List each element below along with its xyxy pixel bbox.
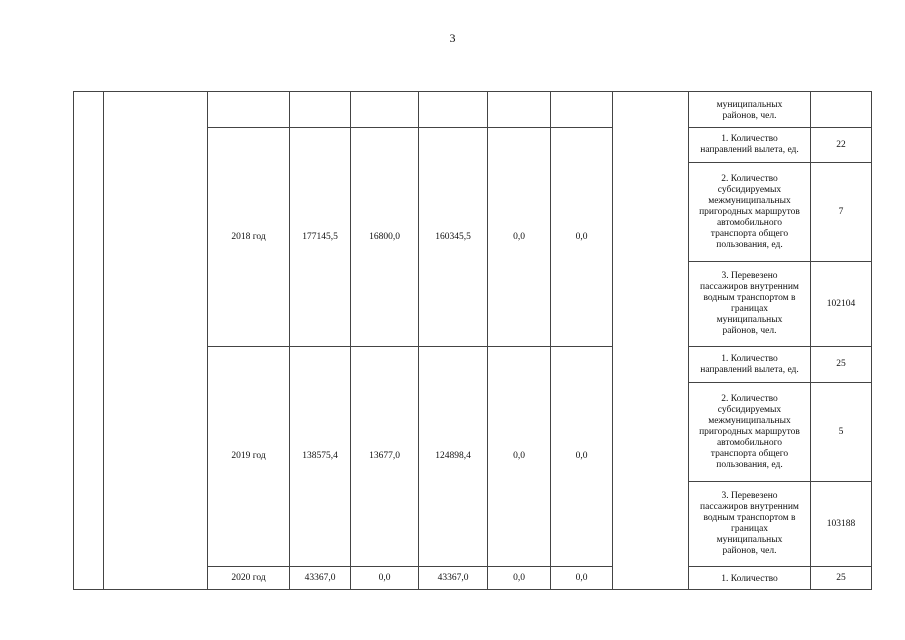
- indicator-name-cell: 1. Количество направлений вылета, ед.: [689, 347, 811, 383]
- budget-cell: 13677,0: [351, 347, 419, 567]
- indicator-value-cell: 22: [811, 128, 872, 163]
- indicator-value-cell: 7: [811, 163, 872, 262]
- indicator-name-cell: 2. Количество субсидируемых межмуниципальных пригородных маршрутов автомобильного транспорта общего пользования, ед.: [689, 383, 811, 482]
- budget-indicators-table: [73, 91, 872, 590]
- page-number: 3: [449, 31, 456, 45]
- total-cell: 138575,4: [290, 347, 351, 567]
- indicator-value-cell: 103188: [811, 482, 872, 567]
- budget-cell: 16800,0: [351, 128, 419, 347]
- budget-cell: 124898,4: [419, 347, 488, 567]
- year-cell: [208, 92, 290, 128]
- budget-cell: [551, 92, 613, 128]
- budget-cell: 160345,5: [419, 128, 488, 347]
- indicator-name-cell: 1. Количество: [689, 567, 811, 590]
- name-cell: [104, 92, 208, 590]
- budget-cell: [488, 92, 551, 128]
- budget-cell: 0,0: [488, 567, 551, 590]
- year-cell: 2019 год: [208, 347, 290, 567]
- indicator-value-cell: 102104: [811, 262, 872, 347]
- indicator-value-cell: 25: [811, 347, 872, 383]
- number-cell: [74, 92, 104, 590]
- table-row: [74, 92, 872, 128]
- year-cell: 2020 год: [208, 567, 290, 590]
- indicator-name-cell: 2. Количество субсидируемых межмуниципальных пригородных маршрутов автомобильного транспорта общего пользования, ед.: [689, 163, 811, 262]
- budget-cell: 0,0: [551, 128, 613, 347]
- budget-cell: [419, 92, 488, 128]
- budget-cell: 0,0: [351, 567, 419, 590]
- total-cell: [290, 92, 351, 128]
- indicator-name-cell: 3. Перевезено пассажиров внутренним водным транспортом в границах муниципальных районов, чел.: [689, 262, 811, 347]
- indicator-value-cell: 5: [811, 383, 872, 482]
- year-cell: 2018 год: [208, 128, 290, 347]
- executor-cell: [613, 92, 689, 590]
- budget-cell: 43367,0: [419, 567, 488, 590]
- budget-cell: 0,0: [551, 347, 613, 567]
- indicator-name-cell: 3. Перевезено пассажиров внутренним водным транспортом в границах муниципальных районов, чел.: [689, 482, 811, 567]
- total-cell: 177145,5: [290, 128, 351, 347]
- indicator-value-cell: 25: [811, 567, 872, 590]
- budget-cell: [351, 92, 419, 128]
- budget-cell: 0,0: [488, 128, 551, 347]
- total-cell: 43367,0: [290, 567, 351, 590]
- indicator-value-cell: [811, 92, 872, 128]
- indicator-name-cell: 1. Количество направлений вылета, ед.: [689, 128, 811, 163]
- budget-cell: 0,0: [488, 347, 551, 567]
- budget-cell: 0,0: [551, 567, 613, 590]
- indicator-name-cell: муниципальных районов, чел.: [689, 92, 811, 128]
